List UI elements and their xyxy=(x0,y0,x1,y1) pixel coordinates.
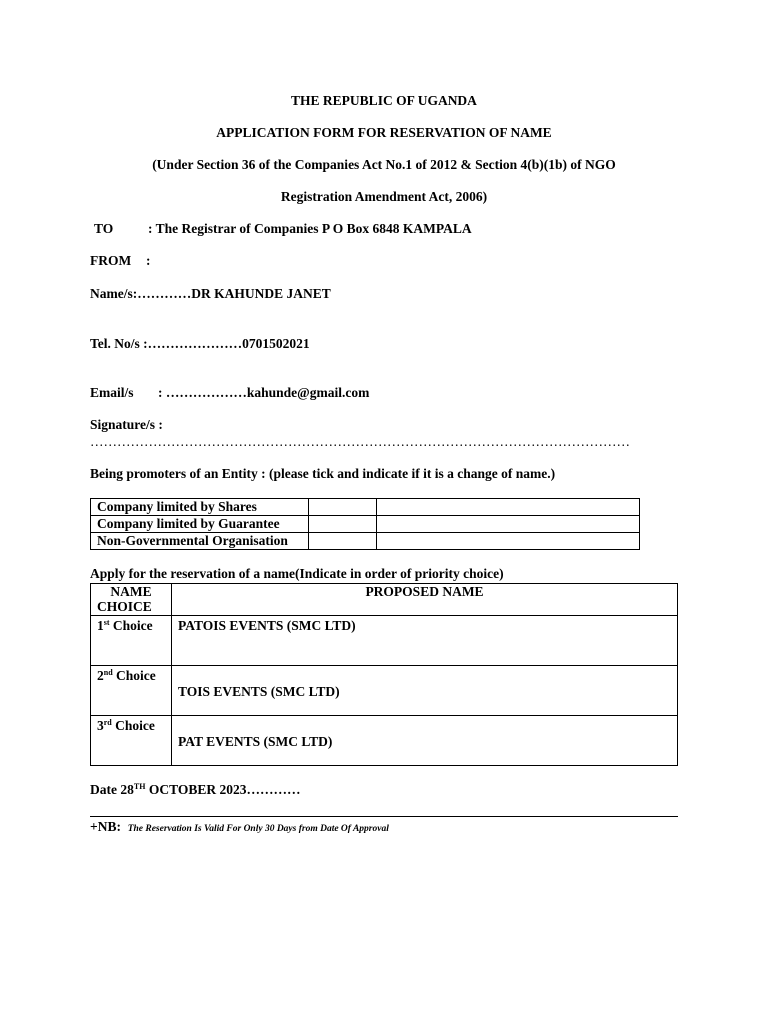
entity-change-cell[interactable] xyxy=(377,533,640,550)
choice-label xyxy=(91,716,172,766)
choice-word: Choice xyxy=(109,618,153,633)
choice-label xyxy=(91,666,172,716)
signature-line: ………………………………………………………………………………………………………… xyxy=(90,434,630,449)
email-label: Email/s xyxy=(90,385,134,400)
table-header-row xyxy=(91,584,678,616)
table-row xyxy=(91,533,640,550)
choice-ordinal: st xyxy=(103,618,110,627)
form-subtitle-line1: (Under Section 36 of the Companies Act No.1 of 2012 & Section 4(b)(1b) of NGO xyxy=(152,157,616,172)
form-title: APPLICATION FORM FOR RESERVATION OF NAME xyxy=(216,125,552,140)
entity-tick-cell[interactable] xyxy=(309,533,377,550)
entity-change-cell[interactable] xyxy=(377,499,640,516)
proposed-name-header: PROPOSED NAME xyxy=(172,584,678,616)
date-label: Date 28 xyxy=(90,782,134,797)
choice-word: Choice xyxy=(112,668,156,683)
country-heading: THE REPUBLIC OF UGANDA xyxy=(291,93,477,108)
divider xyxy=(90,816,678,817)
table-row xyxy=(91,499,640,516)
entity-change-cell[interactable] xyxy=(377,516,640,533)
table-row xyxy=(91,666,678,716)
entity-tick-cell[interactable] xyxy=(309,499,377,516)
reservation-prompt: Apply for the reservation of a name(Indicate in order of priority choice) xyxy=(90,566,504,581)
proposed-name-cell[interactable] xyxy=(172,666,678,716)
entity-type-label: Company limited by Guarantee xyxy=(91,516,309,533)
choice-word: Choice xyxy=(111,718,155,733)
entity-type-label: Non-Governmental Organisation xyxy=(91,533,309,550)
name-choice-header xyxy=(91,584,172,616)
form-subtitle-line2: Registration Amendment Act, 2006) xyxy=(280,189,488,204)
choice-ordinal: rd xyxy=(103,718,112,727)
proposed-name: PATOIS EVENTS (SMC LTD) xyxy=(178,618,356,633)
date-ordinal: TH xyxy=(133,782,146,791)
signature-label: Signature/s : xyxy=(90,417,163,432)
from-colon: : xyxy=(146,253,151,268)
tel-field: Tel. No/s :…………………0701502021 xyxy=(90,336,310,351)
date-rest: OCTOBER 2023………… xyxy=(145,782,301,797)
to-label: TO xyxy=(94,221,114,236)
table-row xyxy=(91,716,678,766)
nb-label: +NB: xyxy=(90,819,121,834)
table-row xyxy=(91,516,640,533)
name-choice-header-line2: CHOICE xyxy=(97,599,152,614)
table-row xyxy=(91,616,678,666)
name-choice-table xyxy=(90,583,678,766)
from-label: FROM xyxy=(90,253,132,268)
email-value: : ………………kahunde@gmail.com xyxy=(158,385,370,400)
entity-tick-cell[interactable] xyxy=(309,516,377,533)
date-line xyxy=(90,782,300,798)
proposed-name: PAT EVENTS (SMC LTD) xyxy=(178,734,333,749)
entity-type-table xyxy=(90,498,640,550)
proposed-name: TOIS EVENTS (SMC LTD) xyxy=(178,684,340,699)
name-choice-header-line1: NAME xyxy=(110,584,152,599)
choice-number: 2 xyxy=(97,668,104,683)
choice-number: 3 xyxy=(97,718,104,733)
entity-type-label: Company limited by Shares xyxy=(91,499,309,516)
choice-label xyxy=(91,616,172,666)
nb-line xyxy=(90,819,389,835)
nb-text: The Reservation Is Valid For Only 30 Days from Date Of Approval xyxy=(127,824,389,834)
to-value: : The Registrar of Companies P O Box 6848 KAMPALA xyxy=(148,221,472,236)
proposed-name-cell[interactable] xyxy=(172,616,678,666)
proposed-name-cell[interactable] xyxy=(172,716,678,766)
choice-ordinal: nd xyxy=(103,668,113,677)
names-field: Name/s:…………DR KAHUNDE JANET xyxy=(90,286,331,301)
entity-prompt: Being promoters of an Entity : (please tick and indicate if it is a change of name.) xyxy=(90,466,556,481)
choice-number: 1 xyxy=(97,618,104,633)
